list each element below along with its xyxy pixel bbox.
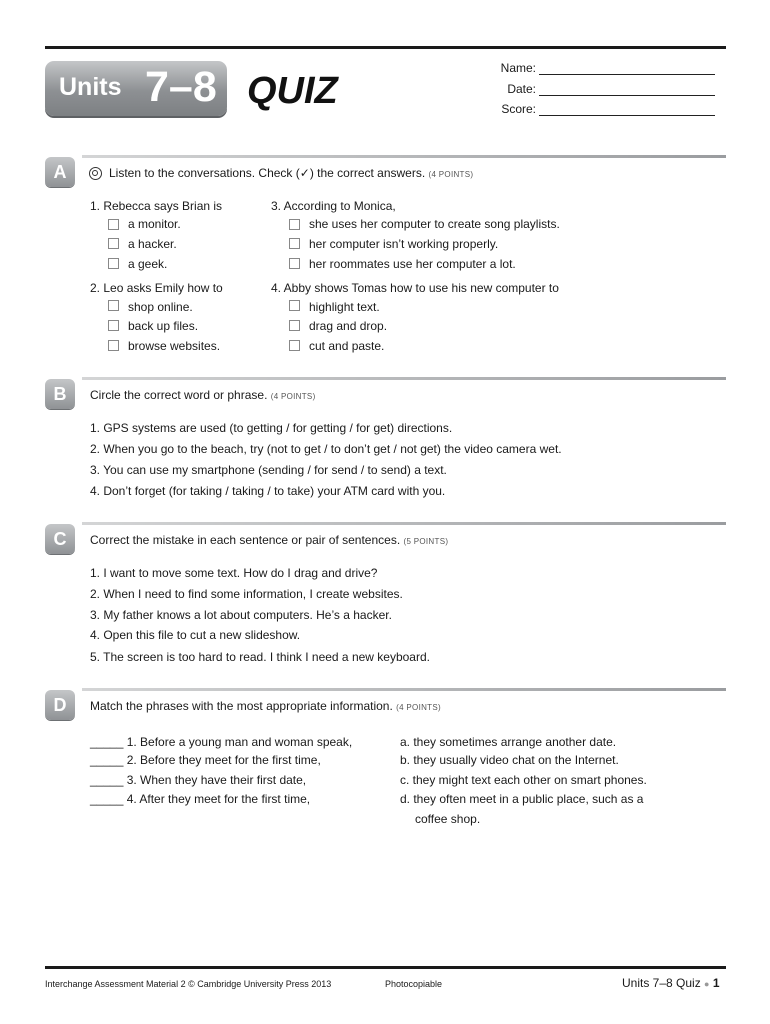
units-badge — [45, 61, 227, 116]
match-right-item: b. they usually video chat on the Internet. — [400, 753, 619, 767]
checkbox[interactable] — [108, 340, 119, 351]
photocopiable-text: Photocopiable — [385, 979, 443, 989]
question-stem: 3. According to Monica, — [271, 199, 396, 213]
list-item: 1. GPS systems are used (to getting / for getting / for get) directions. — [90, 421, 453, 435]
page-footer — [622, 976, 720, 990]
option-label: back up files. — [128, 319, 199, 333]
match-right-item: c. they might text each other on smart phones. — [400, 773, 647, 787]
section-c-badge: C — [45, 524, 75, 554]
section-b-points: (4 POINTS) — [270, 392, 316, 401]
checkbox[interactable] — [108, 300, 119, 311]
checkbox[interactable] — [289, 238, 300, 249]
date-line[interactable] — [539, 95, 715, 96]
checkbox[interactable] — [108, 219, 119, 230]
section-a-rule — [82, 155, 726, 158]
section-d-badge: D — [45, 690, 75, 720]
list-item: 2. When I need to find some information, I create websites. — [90, 587, 403, 601]
section-a-instruction: Listen to the conversations. Check (✓) the correct answers. (4 POINTS) — [109, 166, 474, 180]
section-a-points: (4 POINTS) — [428, 170, 474, 179]
bullet-separator: ● — [704, 979, 710, 989]
section-c-instruction: Correct the mistake in each sentence or pair of sentences. (5 POINTS) — [90, 533, 449, 547]
list-item: 4. Open this file to cut a new slideshow. — [90, 628, 301, 642]
units-word: Units — [59, 73, 122, 101]
option-label: a hacker. — [128, 237, 177, 251]
checkbox[interactable] — [289, 258, 300, 269]
list-item: 1. I want to move some text. How do I drag and drive? — [90, 566, 378, 580]
question-stem: 2. Leo asks Emily how to — [90, 281, 223, 295]
option-label: drag and drop. — [309, 319, 388, 333]
match-left-item: _____ 1. Before a young man and woman speak, — [90, 735, 353, 749]
section-d-instruction: Match the phrases with the most appropriate information. (4 POINTS) — [90, 699, 441, 713]
checkbox[interactable] — [108, 320, 119, 331]
list-item: 5. The screen is too hard to read. I think I need a new keyboard. — [90, 650, 430, 664]
checkbox[interactable] — [289, 340, 300, 351]
page-label: Units 7–8 Quiz — [622, 976, 701, 990]
section-d-points: (4 POINTS) — [396, 703, 441, 712]
option-label: a geek. — [128, 257, 168, 271]
copyright-text: Interchange Assessment Material 2 © Cambridge University Press 2013 — [45, 979, 332, 989]
option-label: browse websites. — [128, 339, 221, 353]
section-b-rule — [82, 377, 726, 380]
section-c-points: (5 POINTS) — [403, 537, 449, 546]
top-rule — [45, 46, 726, 49]
option-label: cut and paste. — [309, 339, 385, 353]
audio-icon — [89, 167, 102, 180]
match-right-item: a. they sometimes arrange another date. — [400, 735, 617, 749]
option-label: her computer isn’t working properly. — [309, 237, 499, 251]
list-item: 3. You can use my smartphone (sending / for send / to send) a text. — [90, 463, 447, 477]
footer-rule — [45, 966, 726, 969]
list-item: 2. When you go to the beach, try (not to get / to don’t get / not get) the video camera wet. — [90, 442, 562, 456]
section-b-instruction: Circle the correct word or phrase. (4 POINTS) — [90, 388, 316, 402]
checkbox[interactable] — [289, 219, 300, 230]
option-label: a monitor. — [128, 217, 181, 231]
option-label: her roommates use her computer a lot. — [309, 257, 516, 271]
section-b-badge: B — [45, 379, 75, 409]
section-d-rule — [82, 688, 726, 691]
checkbox[interactable] — [108, 258, 119, 269]
match-right-item-continued: coffee shop. — [415, 812, 481, 826]
match-left-item: _____ 3. When they have their first date, — [90, 773, 307, 787]
option-label: shop online. — [128, 300, 193, 314]
checkbox[interactable] — [289, 320, 300, 331]
option-label: highlight text. — [309, 300, 380, 314]
date-label: Date: — [507, 82, 536, 96]
question-stem: 4. Abby shows Tomas how to use his new computer to — [271, 281, 559, 295]
list-item: 4. Don’t forget (for taking / taking / to take) your ATM card with you. — [90, 484, 446, 498]
name-label: Name: — [500, 61, 536, 75]
match-left-item: _____ 4. After they meet for the first time, — [90, 792, 311, 806]
list-item: 3. My father knows a lot about computers. He’s a hacker. — [90, 608, 392, 622]
quiz-title: QUIZ — [247, 70, 338, 112]
score-line[interactable] — [539, 115, 715, 116]
units-number: 7–8 — [145, 63, 217, 111]
checkbox[interactable] — [289, 300, 300, 311]
section-a-badge: A — [45, 157, 75, 187]
match-left-item: _____ 2. Before they meet for the first time, — [90, 753, 321, 767]
checkbox[interactable] — [108, 238, 119, 249]
name-line[interactable] — [539, 74, 715, 75]
score-label: Score: — [501, 102, 536, 116]
match-right-item: d. they often meet in a public place, such as a — [400, 792, 644, 806]
option-label: she uses her computer to create song playlists. — [309, 217, 560, 231]
page-number: 1 — [712, 976, 720, 990]
section-c-rule — [82, 522, 726, 525]
question-stem: 1. Rebecca says Brian is — [90, 199, 223, 213]
